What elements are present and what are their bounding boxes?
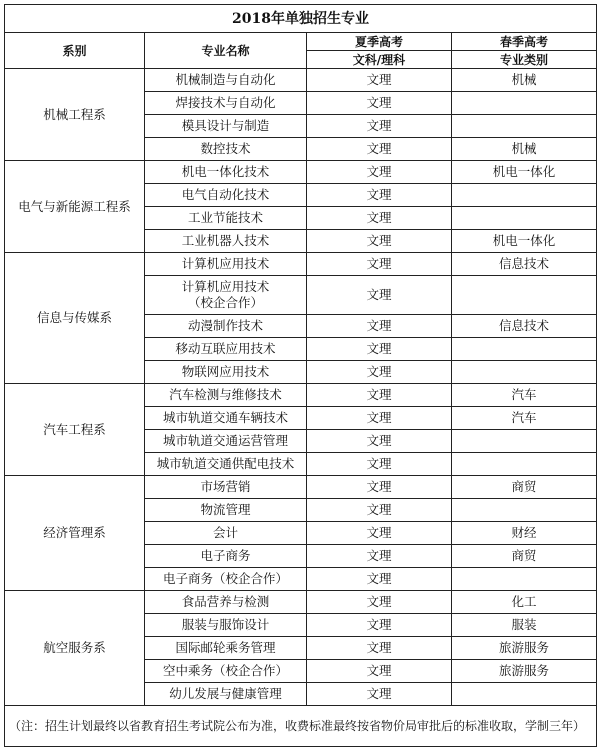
summer-category-cell: 文理 — [307, 92, 452, 115]
spring-category-cell: 机电一体化 — [452, 161, 597, 184]
spring-category-cell: 旅游服务 — [452, 637, 597, 660]
dept-name-cell: 电气与新能源工程系 — [5, 161, 145, 253]
major-name-cell: 动漫制作技术 — [145, 315, 307, 338]
major-name-cell: 机械制造与自动化 — [145, 69, 307, 92]
note-row — [5, 706, 597, 747]
spring-category-cell: 旅游服务 — [452, 660, 597, 683]
dept-name-cell: 汽车工程系 — [5, 384, 145, 476]
enrollment-table — [4, 4, 597, 747]
major-name-line2: （校企合作） — [187, 295, 263, 310]
summer-category-cell: 文理 — [307, 361, 452, 384]
major-name-cell: 会计 — [145, 522, 307, 545]
major-name-cell: 食品营养与检测 — [145, 591, 307, 614]
enrollment-table-container — [4, 4, 596, 747]
summer-category-cell: 文理 — [307, 522, 452, 545]
table-row — [5, 591, 597, 614]
summer-category-cell: 文理 — [307, 660, 452, 683]
summer-category-cell: 文理 — [307, 315, 452, 338]
table-row — [5, 384, 597, 407]
summer-category-cell: 文理 — [307, 591, 452, 614]
spring-category-cell — [452, 276, 597, 315]
major-name-cell: 服装与服饰设计 — [145, 614, 307, 637]
header-summer-sub: 文科/理科 — [307, 51, 452, 69]
spring-category-cell: 信息技术 — [452, 315, 597, 338]
spring-category-cell: 机械 — [452, 138, 597, 161]
header-summer: 夏季高考 — [307, 33, 452, 51]
summer-category-cell: 文理 — [307, 453, 452, 476]
spring-category-cell: 化工 — [452, 591, 597, 614]
dept-name-cell: 信息与传媒系 — [5, 253, 145, 384]
major-name-cell: 幼儿发展与健康管理 — [145, 683, 307, 706]
summer-category-cell: 文理 — [307, 161, 452, 184]
major-name-cell: 市场营销 — [145, 476, 307, 499]
table-note: （注：招生计划最终以省教育招生考试院公布为准，收费标准最终按省物价局审批后的标准收取，学制三年） — [5, 706, 597, 747]
major-name-cell: 焊接技术与自动化 — [145, 92, 307, 115]
spring-category-cell — [452, 430, 597, 453]
spring-category-cell: 服装 — [452, 614, 597, 637]
spring-category-cell: 机械 — [452, 69, 597, 92]
summer-category-cell: 文理 — [307, 276, 452, 315]
major-name-cell: 数控技术 — [145, 138, 307, 161]
major-name-cell: 机电一体化技术 — [145, 161, 307, 184]
spring-category-cell — [452, 184, 597, 207]
summer-category-cell: 文理 — [307, 69, 452, 92]
summer-category-cell: 文理 — [307, 115, 452, 138]
summer-category-cell: 文理 — [307, 184, 452, 207]
table-row — [5, 476, 597, 499]
dept-name-cell: 经济管理系 — [5, 476, 145, 591]
table-row — [5, 69, 597, 92]
table-title: 2018年单独招生专业 — [5, 5, 597, 33]
table-title-row — [5, 5, 597, 33]
summer-category-cell: 文理 — [307, 430, 452, 453]
spring-category-cell — [452, 499, 597, 522]
spring-category-cell — [452, 361, 597, 384]
header-major: 专业名称 — [145, 33, 307, 69]
summer-category-cell: 文理 — [307, 637, 452, 660]
major-name-cell: 城市轨道交通供配电技术 — [145, 453, 307, 476]
spring-category-cell — [452, 568, 597, 591]
major-name-cell: 国际邮轮乘务管理 — [145, 637, 307, 660]
dept-name-cell: 机械工程系 — [5, 69, 145, 161]
major-name-cell: 物流管理 — [145, 499, 307, 522]
major-name-cell — [145, 276, 307, 315]
major-name-cell: 移动互联应用技术 — [145, 338, 307, 361]
header-spring: 春季高考 — [452, 33, 597, 51]
summer-category-cell: 文理 — [307, 138, 452, 161]
summer-category-cell: 文理 — [307, 230, 452, 253]
summer-category-cell: 文理 — [307, 384, 452, 407]
major-name-cell: 模具设计与制造 — [145, 115, 307, 138]
summer-category-cell: 文理 — [307, 407, 452, 430]
dept-name-cell: 航空服务系 — [5, 591, 145, 706]
spring-category-cell — [452, 115, 597, 138]
major-name-cell: 工业节能技术 — [145, 207, 307, 230]
spring-category-cell: 财经 — [452, 522, 597, 545]
spring-category-cell — [452, 338, 597, 361]
summer-category-cell: 文理 — [307, 253, 452, 276]
summer-category-cell: 文理 — [307, 545, 452, 568]
spring-category-cell: 汽车 — [452, 407, 597, 430]
major-name-cell: 汽车检测与维修技术 — [145, 384, 307, 407]
major-name-line1: 计算机应用技术 — [181, 279, 270, 294]
summer-category-cell: 文理 — [307, 476, 452, 499]
header-spring-sub: 专业类别 — [452, 51, 597, 69]
table-row — [5, 161, 597, 184]
summer-category-cell: 文理 — [307, 338, 452, 361]
summer-category-cell: 文理 — [307, 683, 452, 706]
major-name-cell: 计算机应用技术 — [145, 253, 307, 276]
major-name-cell: 电气自动化技术 — [145, 184, 307, 207]
spring-category-cell: 汽车 — [452, 384, 597, 407]
summer-category-cell: 文理 — [307, 614, 452, 637]
major-name-cell: 物联网应用技术 — [145, 361, 307, 384]
spring-category-cell: 商贸 — [452, 545, 597, 568]
spring-category-cell — [452, 207, 597, 230]
table-row — [5, 253, 597, 276]
header-dept: 系别 — [5, 33, 145, 69]
major-name-cell: 城市轨道交通运营管理 — [145, 430, 307, 453]
summer-category-cell: 文理 — [307, 499, 452, 522]
spring-category-cell: 信息技术 — [452, 253, 597, 276]
summer-category-cell: 文理 — [307, 207, 452, 230]
major-name-cell: 电子商务 — [145, 545, 307, 568]
major-name-cell: 电子商务（校企合作） — [145, 568, 307, 591]
major-name-cell: 空中乘务（校企合作） — [145, 660, 307, 683]
spring-category-cell: 商贸 — [452, 476, 597, 499]
header-row — [5, 33, 597, 51]
major-name-cell: 工业机器人技术 — [145, 230, 307, 253]
spring-category-cell — [452, 683, 597, 706]
spring-category-cell — [452, 453, 597, 476]
major-name-cell: 城市轨道交通车辆技术 — [145, 407, 307, 430]
spring-category-cell: 机电一体化 — [452, 230, 597, 253]
spring-category-cell — [452, 92, 597, 115]
summer-category-cell: 文理 — [307, 568, 452, 591]
